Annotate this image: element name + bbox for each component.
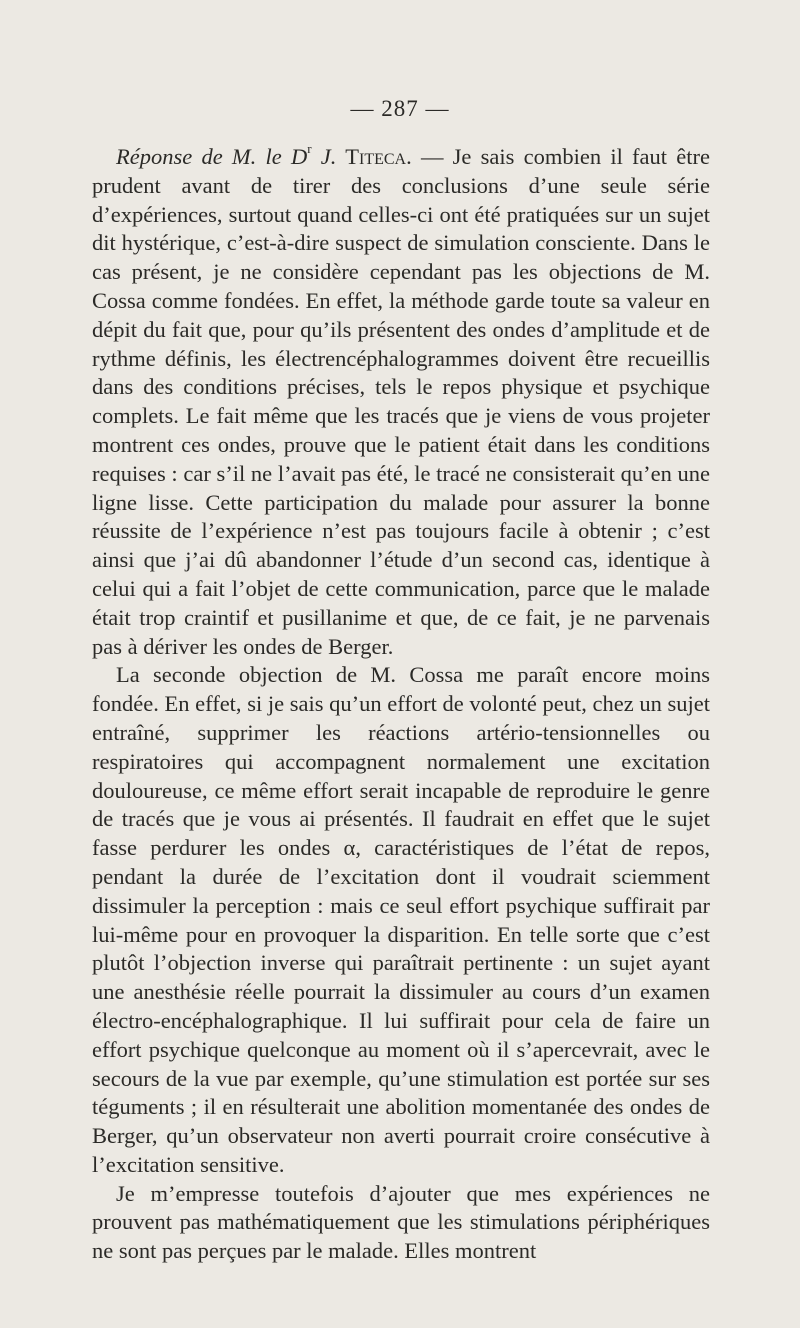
paragraph-1 bbox=[92, 140, 710, 661]
paragraph-1-text: — Je sais combien il faut être prudent avant de tirer des conclusions d’une seule série d’expériences, surtout quand celles-ci ont été pratiquées sur un sujet dit hystérique, c’est-à-dire suspect de simulation consciente. Dans le cas présent, je ne considère cependant pas les objections de M. Cossa comme fondées. En effet, la méthode garde toute sa valeur en dépit du fait que, pour qu’ils présentent des ondes d’amplitude et de rythme définis, les électrencéphalogrammes doivent être recueillis dans des conditions précises, tels le repos physique et psychique complets. Le fait même que les tracés que je viens de vous projeter montrent ces ondes, prouve que le patient était dans les conditions requises : car s’il ne l’avait pas été, le tracé ne consisterait qu’en une ligne lisse. Cette participation du malade pour assurer la bonne réussite de l’expérience n’est pas toujours facile à obtenir ; c’est ainsi que j’ai dû abandonner l’étude d’un second cas, identique à celui qui a fait l’objet de cette communication, parce que le malade était trop craintif et pusillanime et que, de ce fait, je ne parvenais pas à dériver les ondes de Berger. bbox=[92, 144, 710, 659]
paragraph-2: La seconde objection de M. Cossa me paraît encore moins fondée. En effet, si je sais qu’un effort de volonté peut, chez un sujet entraîné, supprimer les réactions artério-tensionnelles ou respiratoires qui accompagnent normalement une excitation douloureuse, ce même effort serait incapable de reproduire le genre de tracés que je vous ai présentés. Il faudrait en effet que le sujet fasse perdurer les ondes α, caractéristiques de l’état de repos, pendant la durée de l’excitation dont il voudrait sciemment dissimuler la perception : mais ce seul effort psychique suffirait par lui-même pour en provoquer la disparition. En telle sorte que c’est plutôt l’objection inverse qui paraîtrait pertinente : un sujet ayant une anesthésie réelle pourrait la dissimuler au cours d’un examen électro-encéphalographique. Il lui suffirait pour cela de faire un effort psychique quelconque au moment où il s’apercevrait, avec le secours de la vue par exemple, qu’une stimulation est portée sur ses téguments ; il en résulterait une abolition momentanée des ondes de Berger, qu’un observateur non averti pourrait croire consécutive à l’excitation sensitive. bbox=[92, 662, 710, 1177]
page-number: — 287 — bbox=[350, 96, 450, 121]
lead-superscript: r bbox=[307, 140, 312, 156]
paragraph-3: Je m’empresse toutefois d’ajouter que mes expériences ne prouvent pas mathématiquement que les stimulations périphériques ne sont pas perçues par le malade. Elles montrent bbox=[92, 1180, 710, 1264]
lead-italic-2: J. bbox=[311, 144, 337, 169]
body-text bbox=[92, 140, 710, 1266]
lead-author-name: Titeca. bbox=[336, 144, 412, 169]
paragraph-1-lead bbox=[116, 140, 412, 169]
lead-italic-1: Réponse de M. le D bbox=[116, 144, 308, 169]
